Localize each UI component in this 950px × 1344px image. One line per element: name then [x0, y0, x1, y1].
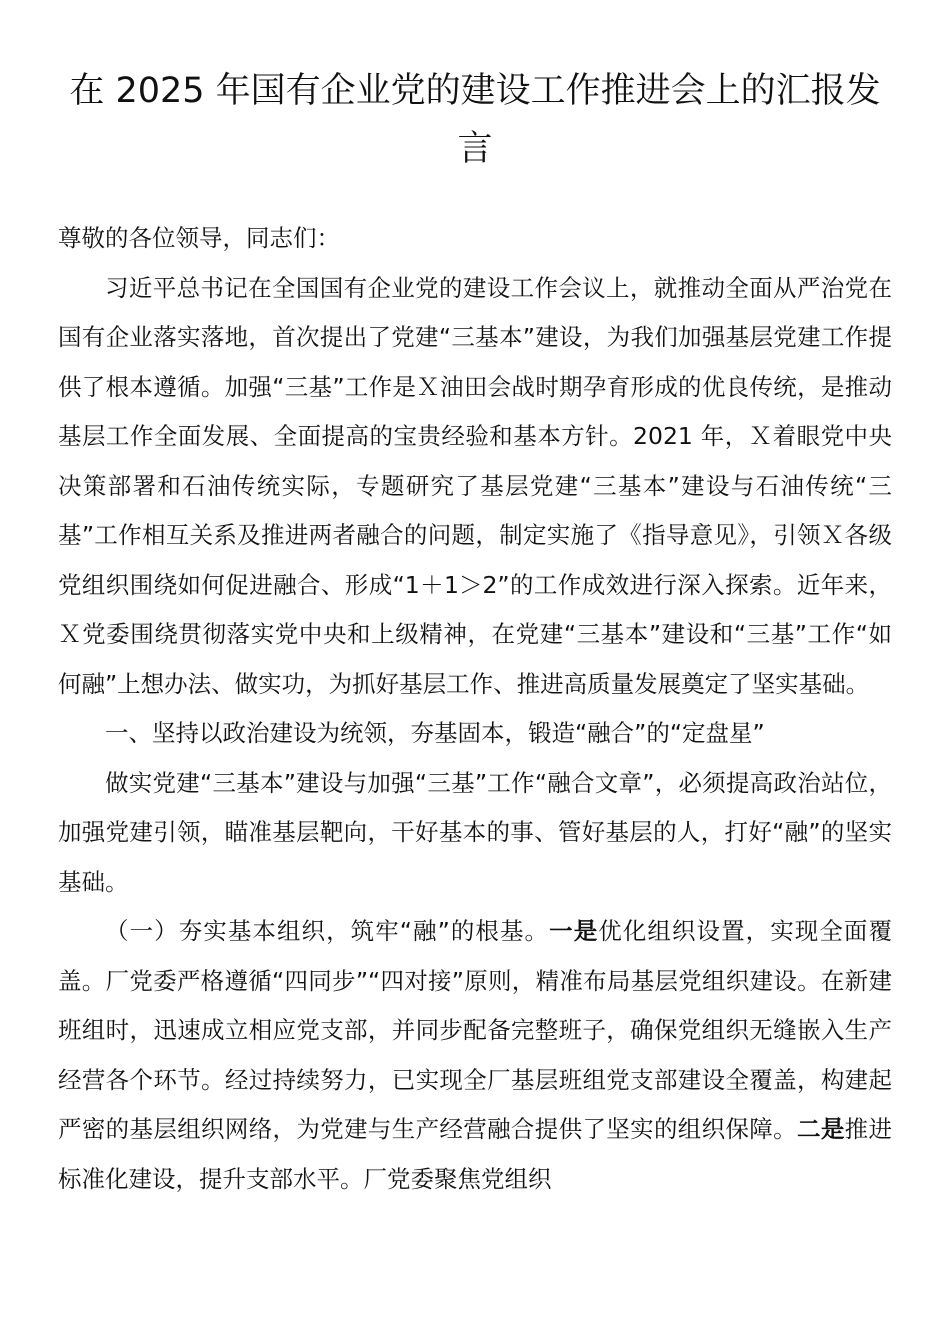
intro-paragraph: 习近平总书记在全国国有企业党的建设工作会议上，就推动全面从严治党在国有企业落实落地，首次提出了党建“三基本”建设，为我们加强基层党建工作提供了根本遵循。加强“三基”工作是Ｘ油田会战时期孕育形成的优良传统，是推动基层工作全面发展、全面提高的宝贵经验和基本方针。2021 年，Ｘ着眼党中央决策部署和石油传统实际，专题研究了基层党建“三基本”建设与石油传统“三基”工作相互关系及推进两者融合的问题，制定实施了《指导意见》，引领Ｘ各级党组织围绕如何促进融合、形成“1＋1＞2”的工作成效进行深入探索。近年来，Ｘ党委围绕贯彻落实党中央和上级精神，在党建“三基本”建设和“三基”工作“如何融”上想办法、做实功，为抓好基层工作、推进高质量发展奠定了坚实基础。 [58, 273, 892, 698]
point-1-label: 一是 [549, 917, 599, 945]
document-body [58, 214, 892, 1204]
section-1-heading: 一、坚持以政治建设为统领，夯基固本，锻造“融合”的“定盘星” [105, 719, 765, 747]
point-2-text: 推进标准化建设，提升支部水平。厂党委聚焦党组织 [58, 1115, 893, 1193]
salutation: 尊敬的各位领导，同志们： [58, 224, 340, 252]
section-1-paragraph: 做实党建“三基本”建设与加强“三基”工作“融合文章”，必须提高政治站位，加强党建引领，瞄准基层靶向，干好基本的事、管好基层的人，打好“融”的坚实基础。 [58, 768, 892, 896]
document-title: 在 2025 年国有企业党的建设工作推进会上的汇报发言 [69, 71, 881, 169]
subsection-1-paragraph [58, 907, 892, 1204]
point-1-text: 优化组织设置，实现全面覆盖。厂党委严格遵循“四同步”“四对接”原则，精准布局基层党组织建设。在新建班组时，迅速成立相应党支部，并同步配备完整班子，确保党组织无缝嵌入生产经营各个环节。经过持续努力，已实现全厂基层班组党支部建设全覆盖，构建起严密的基层组织网络，为党建与生产经营融合提供了坚实的组织保障。 [58, 917, 893, 1143]
subsection-1-heading: （一）夯实基本组织，筑牢“融”的根基。 [105, 917, 550, 945]
point-2-label: 二是 [796, 1115, 845, 1143]
